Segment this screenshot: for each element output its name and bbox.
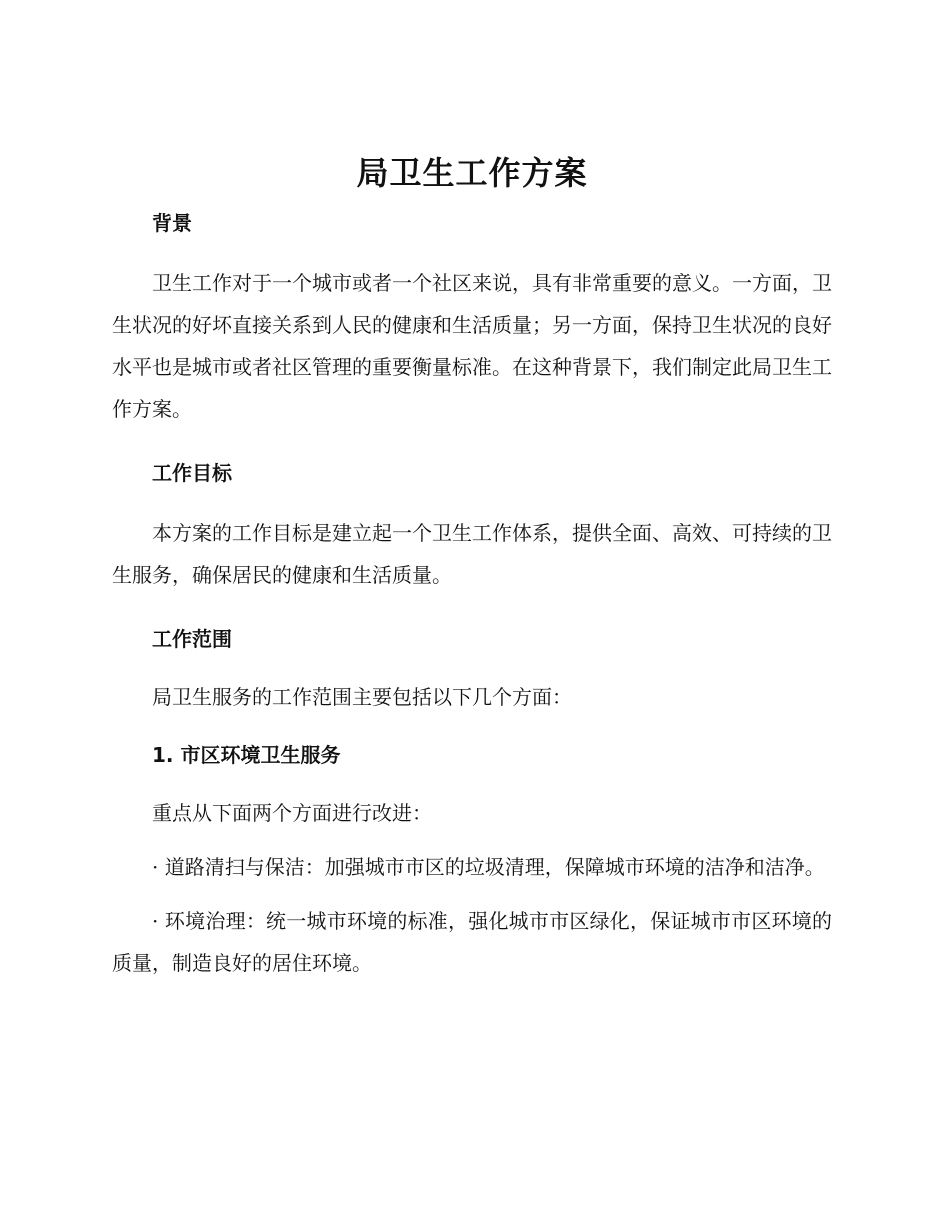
paragraph-improvement-intro: 重点从下面两个方面进行改进： — [152, 801, 432, 825]
bullet-road-cleaning: · 道路清扫与保洁：加强城市市区的垃圾清理，保障城市环境的洁净和洁净。 — [152, 855, 825, 879]
document-title: 局卫生工作方案 — [356, 154, 588, 192]
paragraph-goal: 本方案的工作目标是建立起一个卫生工作体系，提供全面、高效、可持续的卫生服务，确保居民的健康和生活质量。 — [112, 521, 832, 587]
document-body — [112, 150, 832, 984]
subsection-heading-city-sanitation: 1. 市区环境卫生服务 — [152, 743, 341, 767]
section-heading-background: 背景 — [152, 211, 192, 235]
section-heading-scope: 工作范围 — [152, 627, 232, 651]
bullet-environment-governance: · 环境治理：统一城市环境的标准，强化城市市区绿化，保证城市市区环境的质量，制造良好的居住环境。 — [112, 909, 832, 975]
section-heading-goal: 工作目标 — [152, 461, 232, 485]
paragraph-background: 卫生工作对于一个城市或者一个社区来说，具有非常重要的意义。一方面，卫生状况的好坏直接关系到人民的健康和生活质量；另一方面，保持卫生状况的良好水平也是城市或者社区管理的重要衡量标准。在这种背景下，我们制定此局卫生工作方案。 — [112, 271, 832, 421]
paragraph-scope: 局卫生服务的工作范围主要包括以下几个方面： — [152, 685, 572, 709]
